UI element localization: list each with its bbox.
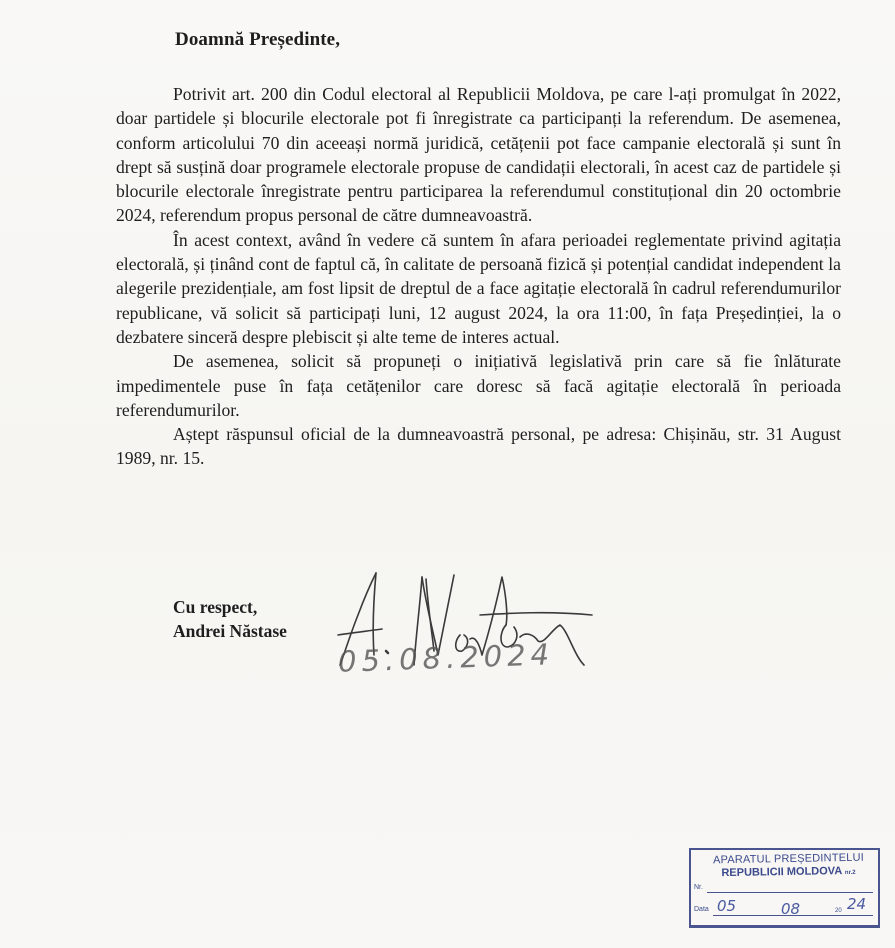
registration-stamp	[689, 848, 880, 928]
paragraph-2: În acest context, având în vedere că suntem în afara perioadei reglementate privind agitația electorală, și ținând cont de faptul că, în calitate de persoană fizică și potențial candidat independent la alegerile prezidențiale, am fost lipsit de dreptul de a face agitație electorală în cadrul referendumurilor republicane, vă solicit să participați luni, 12 august 2024, la ora 11:00, în fața Președinției, la o dezbatere sinceră despre plebiscit și alte teme de interes actual.	[116, 229, 841, 347]
stamp-nr-line	[707, 892, 873, 893]
stamp-month: 08	[781, 900, 801, 918]
stamp-country	[701, 864, 876, 879]
paragraph-4: Aștept răspunsul oficial de la dumneavoastră personal, pe adresa: Chișinău, str. 31 August 1989, nr. 15.	[116, 424, 841, 469]
stamp-year-prefix: 20	[835, 908, 842, 914]
stamp-country-text: REPUBLICII MOLDOVA	[721, 865, 842, 880]
salutation: Doamnă Președinte,	[175, 29, 341, 50]
stamp-data-line	[713, 915, 873, 916]
stamp-institution: APARATUL PREȘEDINTELUI	[712, 851, 865, 867]
stamp-day: 05	[717, 897, 737, 915]
closing-phrase: Cu respect,	[173, 597, 258, 617]
paragraph-3: De asemenea, solicit să propuneți o inițiativă legislativă prin care să fie înlăturate impedimentele puse în fața cetățenilor care doresc să facă agitație electorală în perioada referendumurilor.	[116, 351, 841, 420]
stamp-nr-label: Nr.	[694, 884, 703, 891]
letter-body	[116, 82, 841, 471]
handwritten-date: 05.08.2024	[337, 637, 555, 679]
paragraph-1: Potrivit art. 200 din Codul electoral al Republicii Moldova, pe care l-ați promulgat în 2022, doar partidele și blocurile electorale pot fi înregistrate ca participanți la referendum. De asemenea, conform articolului 70 din aceeași normă juridică, cetățenii pot face campanie electorală și sunt în drept să susțină doar programele electorale propuse de candidații electorali, în acest caz de partidele și blocurile electorale înregistrate pentru participarea la referendumul constituțional din 20 octombrie 2024, referendum propus personal de către dumneavoastră.	[116, 84, 841, 226]
author-name: Andrei Năstase	[173, 621, 287, 641]
closing-block	[173, 595, 287, 643]
stamp-country-suffix: nr.2	[844, 869, 856, 877]
stamp-data-label: Data	[694, 906, 709, 913]
stamp-year: 24	[847, 895, 867, 913]
